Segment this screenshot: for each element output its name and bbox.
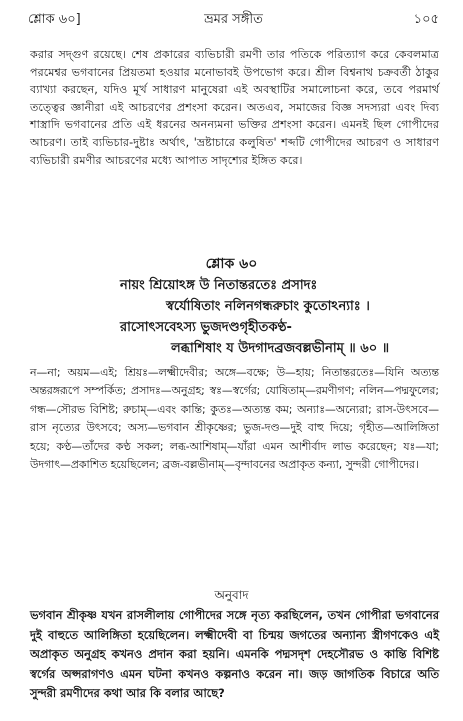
verse-line: রাসোৎসবেঽস্য ভুজদণ্ডগৃহীতকণ্ঠ- xyxy=(120,320,292,335)
verse-line: লব্ধাশিষাং য উদগাদব্রজবল্লভীনাম্ ॥ ৬০ ॥ xyxy=(171,341,390,356)
verse-line: স্বর্যোষিতাং নলিনগন্ধরুচাং কুতোঽন্যাঃ । xyxy=(166,299,370,314)
verse-line: নায়ং শ্রিয়োঽঙ্গ উ নিতান্তরতেঃ প্রসাদঃ xyxy=(120,278,318,293)
header-verse-ref: শ্লোক ৬০] xyxy=(28,12,81,27)
page-number: ১০৫ xyxy=(413,12,439,27)
verse-heading: শ্লোক ৬০ xyxy=(205,256,258,272)
translation-paragraph: ভগবান শ্রীকৃষ্ণ যখন রাসলীলায় গোপীদের সঙ্গে নৃত্য করছিলেন, তখন গোপীরা ভগবানের দুই বাহুতে আলিঙ্গিতা হয়েছিলেন। লক্ষ্মীদেবী বা চিন্ময় জগতের অন্যান্য স্ত্রীগণকেও এই অপ্রাকৃত অনুগ্রহ কখনও প্রদান করা হয়নি। এমনকি পদ্মসদৃশ দেহসৌরভ ও কান্তি বিশিষ্ট স্বর্গের অপ্সরাগণও এমন ঘটনা কখনও কল্পনাও করেন না। জড় জাগতিক বিচারে অতি সুন্দরী রমণীদের কথা আর কি বলার আছে? xyxy=(30,608,439,701)
page-header xyxy=(28,10,439,32)
purport-paragraph: করার সদ্‌গুণ রয়েছে। শেষ প্রকারের ব্যভিচারী রমণী তার পতিকে পরিত্যাগ করে কেবলমাত্র পরমেশ্বর ভগবানের প্রিয়তমা হওয়ার মনোভাবই উপভোগ করে। শ্রীল বিশ্বনাথ চক্রবর্তী ঠাকুর ব্যাখ্যা করছেন, যদিও মূর্খ সাধারণ মানুষেরা এই অবস্থাটির সমালোচনা করে, তবে পরমার্থ তত্ত্বের জ্ঞানীরা এই আচরণের প্রশংসা করেন। অতএব, সমাজের বিজ্ঞ সদস্যরা এবং দিব্য শাস্ত্রাদি ভগবানের প্রতি এই ধরনের অনন্যমনা ভক্তির প্রশংসা করেন। এমনই ছিল গোপীদের আচরণ। তাই ব্যভিচার-দুষ্টাঃ অর্থাৎ, 'ভ্রষ্টাচারে কলুষিত' শব্দটি গোপীদের আচরণ ও সাধারণ ব্যভিচারী রমণীর আচরণের মধ্যে আপাত সাদৃশ্যের ইঙ্গিত করে। xyxy=(30,48,439,167)
synonyms-paragraph: ন—না; অয়ম—এই; শ্রিয়ঃ—লক্ষ্মীদেবীর; অঙ্গে—বক্ষে; উ—হায়; নিতান্তরতেঃ—যিনি অত্যন্ত অন্তরঙ্গরূপে সম্পর্কিত; প্রসাদঃ—অনুগ্রহ; স্বঃ—স্বর্গের; যোষিতাম্—রমণীগণ; নলিন—পদ্মফুলের; গন্ধ—সৌরভ বিশিষ্ট; রুচাম্—এবং কান্তি; কুতঃ—অত্যন্ত কম; অন্যাঃ—অন্যেরা; রাস-উৎসবে—রাস নৃত্যের উৎসবে; অস্য—ভগবান শ্রীকৃষ্ণের; ভুজ-দণ্ড—দুই বাহু দিয়ে; গৃহীত—আলিঙ্গিতা হয়ে; কণ্ঠ—তাঁদের কণ্ঠ সকল; লব্ধ-আশিষাম্—যাঁরা এমন আশীর্বাদ লাভ করেছেন; যঃ—যা; উদগাৎ—প্রকাশিত হয়েছিলেন; ব্রজ-বল্লভীনাম্—বৃন্দাবনের অপ্রাকৃত কন্যা, সুন্দরী গোপীদের। xyxy=(30,366,439,472)
header-chapter-title: ভ্রমর সঙ্গীত xyxy=(204,12,263,27)
translation-heading: অনুবাদ xyxy=(214,588,249,602)
